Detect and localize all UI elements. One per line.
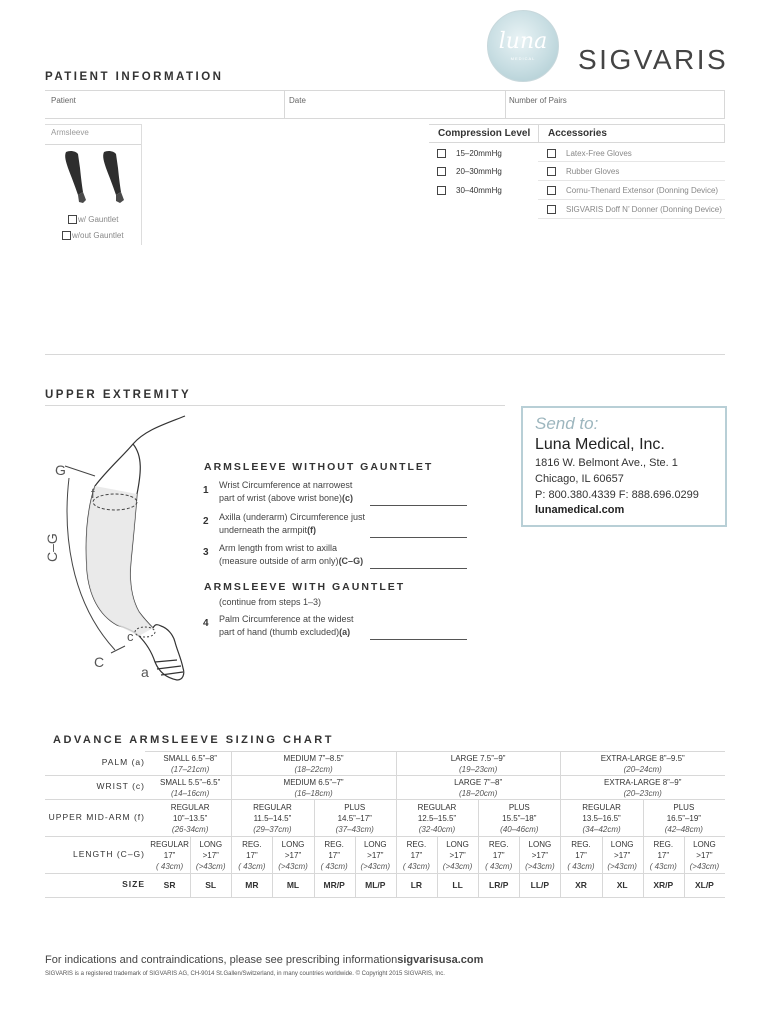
without-gauntlet-title: ARMSLEEVE WITHOUT GAUNTLET — [204, 461, 434, 473]
upper-mid-arm-cell — [560, 802, 642, 835]
upper-mid-arm-cell — [478, 802, 560, 835]
divider — [45, 144, 141, 145]
wrist-range-cm: (20–23cm) — [623, 789, 662, 798]
accessory-option: SIGVARIS Doff N’ Donner (Donning Device) — [566, 205, 722, 214]
wrist-cell — [560, 777, 725, 799]
rubber-gloves-checkbox[interactable] — [547, 167, 556, 176]
length-cm: ( 43cm) — [402, 862, 430, 871]
arm-measurement-diagram — [45, 410, 195, 690]
size-code: XL — [616, 880, 628, 890]
length-type: REG. — [571, 840, 591, 849]
with-gauntlet-title: ARMSLEEVE WITH GAUNTLET — [204, 581, 406, 593]
divider — [45, 90, 725, 91]
chart-column-divider — [396, 775, 397, 799]
length-in: >17” — [284, 851, 302, 860]
without-gauntlet-checkbox[interactable] — [62, 231, 71, 240]
step-number: 2 — [203, 516, 209, 527]
size-code: MR — [245, 880, 259, 890]
chart-row-divider — [45, 775, 725, 776]
wrist-range-cm: (16–18cm) — [294, 789, 333, 798]
length-in: >17” — [449, 851, 466, 860]
accessories-title: Accessories — [548, 128, 607, 139]
length-cm: ( 43cm) — [320, 862, 348, 871]
chart-column-divider — [478, 799, 479, 836]
compression-option: 30–40mmHg — [456, 186, 502, 195]
divider — [45, 405, 505, 406]
length-type: LONG — [281, 840, 305, 849]
chart-column-divider — [231, 775, 232, 799]
divider — [284, 90, 285, 118]
chart-column-divider — [396, 751, 397, 775]
size-code: LL — [452, 880, 463, 890]
upper-mid-arm-cell — [314, 802, 396, 835]
arm-length-measurement-field[interactable] — [370, 568, 467, 569]
copyright-text: SIGVARIS is a registered trademark of SIGVARIS AG, CH-9014 St.Gallen/Switzerland, in many countries worldwide. © Copyright 2015 SIGVARIS, Inc. — [45, 971, 445, 977]
palm-cell — [231, 753, 396, 775]
length-in: >17” — [367, 851, 384, 860]
upper-mid-arm-cm: (34–42cm) — [582, 825, 621, 834]
length-type: LONG — [363, 840, 387, 849]
size-code: MR/P — [323, 880, 345, 890]
step-4-text — [219, 613, 354, 639]
divider — [45, 118, 725, 119]
wrist-cell — [149, 777, 231, 799]
chart-column-divider — [560, 836, 561, 873]
step-code: (f) — [307, 525, 317, 535]
sigvaris-logo: SIGVARIS — [578, 44, 729, 75]
wrist-range: SMALL 5.5”–6.5” — [160, 778, 221, 787]
length-cm: ( 43cm) — [649, 862, 677, 871]
step-text-line: Axilla (underarm) Circumference just — [219, 512, 366, 522]
step-number: 4 — [203, 618, 209, 629]
length-in: 17” — [575, 851, 587, 860]
chart-column-divider — [560, 873, 561, 897]
divider — [724, 90, 725, 118]
upper-mid-arm-range: 11.5–14.5” — [253, 814, 292, 823]
doff-n-donner-checkbox[interactable] — [547, 205, 556, 214]
size-code: ML — [286, 880, 300, 890]
upper-mid-arm-cm: (29–37cm) — [253, 825, 292, 834]
upper-mid-arm-range: 15.5”–18” — [502, 814, 537, 823]
without-gauntlet-label: w/out Gauntlet — [72, 231, 124, 240]
length-in: 17” — [492, 851, 505, 860]
step-text-line: part of hand (thumb excluded) — [219, 627, 340, 637]
diagram-label-a: a — [141, 664, 149, 680]
length-type: LONG — [199, 840, 223, 849]
upper-mid-arm-type: REGULAR — [253, 803, 292, 812]
chart-column-divider — [314, 873, 315, 897]
armsleeve-label: Armsleeve — [51, 128, 89, 137]
length-type: LONG — [446, 840, 469, 849]
chart-column-divider — [272, 873, 273, 897]
length-in: 17” — [410, 851, 423, 860]
chart-column-divider — [355, 873, 356, 897]
upper-mid-arm-type: PLUS — [673, 803, 695, 812]
length-cell — [684, 839, 725, 872]
chart-column-divider — [560, 751, 561, 775]
chart-column-divider — [355, 836, 356, 873]
length-cell — [231, 839, 272, 872]
length-type: REG. — [324, 840, 344, 849]
length-cell — [314, 839, 355, 872]
chart-column-divider — [519, 873, 520, 897]
length-cm: (>43cm) — [360, 862, 391, 871]
chart-column-divider — [314, 836, 315, 873]
chart-column-divider — [190, 873, 191, 897]
length-cm: (>43cm) — [525, 862, 555, 871]
wrist-range: LARGE 7”–8” — [454, 778, 503, 787]
upper-mid-arm-cell — [396, 802, 478, 835]
step-number: 1 — [203, 485, 209, 496]
send-to-box — [521, 406, 727, 527]
upper-mid-arm-type: REGULAR — [417, 803, 457, 812]
step-code: (c) — [342, 493, 354, 503]
wrist-range-cm: (18–20cm) — [459, 789, 498, 798]
footer-indications — [45, 954, 483, 966]
chart-column-divider — [231, 751, 232, 775]
sizing-chart-title: ADVANCE ARMSLEEVE SIZING CHART — [53, 734, 334, 746]
step-text-line: part of wrist (above wrist bone) — [219, 493, 343, 503]
palm-range: LARGE 7.5”–9” — [450, 754, 506, 763]
size-code: LR/P — [489, 880, 509, 890]
compression-option: 20–30mmHg — [456, 167, 502, 176]
compression-20-30-checkbox[interactable] — [437, 167, 446, 176]
row-label-length: LENGTH (C–G) — [73, 848, 145, 859]
send-to-phone: P: 800.380.4339 F: 888.696.0299 — [535, 489, 699, 501]
chart-column-divider — [684, 836, 685, 873]
length-cell — [396, 839, 437, 872]
length-cm: (>43cm) — [607, 862, 637, 871]
size-code: ML/P — [365, 880, 386, 890]
upper-mid-arm-type: REGULAR — [170, 803, 210, 812]
length-cell — [149, 839, 190, 872]
chart-column-divider — [602, 836, 603, 873]
date-field-label: Date — [289, 96, 306, 105]
compression-30-40-checkbox[interactable] — [437, 186, 446, 195]
length-cell — [602, 839, 643, 872]
chart-column-divider — [231, 873, 232, 897]
palm-range-cm: (17–21cm) — [171, 765, 210, 774]
diagram-label-cg: C–G — [44, 533, 60, 562]
size-code: XL/P — [694, 880, 714, 890]
step-code: (C–G) — [338, 556, 364, 566]
step-text-line: Palm Circumference at the widest — [219, 614, 354, 624]
upper-mid-arm-type: PLUS — [508, 803, 530, 812]
send-to-address-2: Chicago, IL 60657 — [535, 473, 624, 485]
length-in: >17” — [614, 851, 631, 860]
chart-column-divider — [643, 836, 644, 873]
size-code: LL/P — [530, 880, 550, 890]
chart-column-divider — [560, 775, 561, 799]
diagram-label-c: C — [94, 654, 105, 670]
diagram-label-c-small: c — [127, 629, 134, 644]
upper-mid-arm-cm: (32-40cm) — [418, 825, 456, 834]
send-to-website[interactable]: lunamedical.com — [535, 504, 625, 516]
axilla-measurement-field[interactable] — [370, 537, 467, 538]
divider — [505, 90, 506, 118]
divider — [538, 180, 725, 181]
length-cell — [355, 839, 396, 872]
wrist-range-cm: (14–16cm) — [171, 789, 210, 798]
upper-mid-arm-cell — [643, 802, 725, 835]
diagram-label-g: G — [55, 462, 66, 478]
length-cm: (>43cm) — [442, 862, 473, 871]
send-to-address-1: 1816 W. Belmont Ave., Ste. 1 — [535, 457, 678, 469]
wrist-range: EXTRA-LARGE 8”–9” — [604, 778, 682, 787]
length-type: REGULAR — [150, 840, 189, 849]
chart-column-divider — [602, 873, 603, 897]
chart-row-divider — [45, 799, 725, 800]
length-in: >17” — [202, 851, 219, 860]
chart-column-divider — [437, 836, 438, 873]
length-type: REG. — [406, 840, 427, 849]
send-to-heading: Send to: — [535, 414, 599, 433]
upper-mid-arm-range: 14.5”–17” — [337, 814, 372, 823]
row-label-upper-mid-arm: UPPER MID-ARM (f) — [48, 811, 145, 822]
wrist-range: MEDIUM 6.5”–7” — [283, 778, 344, 787]
length-cm: (>43cm) — [278, 862, 308, 871]
length-in: >17” — [696, 851, 713, 860]
compression-option: 15–20mmHg — [456, 149, 502, 158]
length-cm: ( 43cm) — [485, 862, 513, 871]
palm-range: SMALL 6.5”–8” — [163, 754, 217, 763]
length-cell — [560, 839, 601, 872]
length-cm: ( 43cm) — [156, 862, 184, 871]
divider — [429, 124, 725, 125]
step-text-line: Wrist Circumference at narrowest — [219, 480, 353, 490]
upper-mid-arm-type: REGULAR — [582, 803, 621, 812]
length-type: REG. — [653, 840, 674, 849]
length-in: 17” — [328, 851, 340, 860]
compression-level-title: Compression Level — [438, 128, 531, 139]
wrist-cell — [396, 777, 561, 799]
length-type: LONG — [610, 840, 634, 849]
length-cell — [437, 839, 478, 872]
accessory-option: Cornu-Thenard Extensor (Donning Device) — [566, 186, 719, 195]
chart-column-divider — [231, 836, 232, 873]
length-in: 17” — [163, 851, 176, 860]
length-cell — [272, 839, 313, 872]
diagram-label-f: f — [91, 486, 95, 501]
send-to-company: Luna Medical, Inc. — [535, 436, 665, 453]
size-code: XR — [575, 880, 587, 890]
with-gauntlet-checkbox[interactable] — [68, 215, 77, 224]
step-number: 3 — [203, 547, 209, 558]
size-code: XR/P — [653, 880, 674, 890]
length-type: REG. — [488, 840, 509, 849]
chart-row-divider — [45, 836, 725, 837]
chart-column-divider — [396, 873, 397, 897]
divider — [538, 218, 725, 219]
length-in: 17” — [657, 851, 670, 860]
length-type: LONG — [528, 840, 552, 849]
chart-row-divider — [45, 873, 725, 874]
length-cm: ( 43cm) — [238, 862, 266, 871]
step-1-text — [219, 479, 353, 505]
length-cm: ( 43cm) — [567, 862, 595, 871]
divider — [429, 142, 725, 143]
chart-column-divider — [314, 799, 315, 836]
footer-url[interactable]: sigvarisusa.com — [397, 954, 484, 966]
chart-column-divider — [231, 799, 232, 836]
upper-extremity-title: UPPER EXTREMITY — [45, 389, 192, 401]
armsleeve-product-icon — [56, 148, 136, 206]
chart-column-divider — [396, 836, 397, 873]
palm-range-cm: (18–22cm) — [294, 765, 333, 774]
palm-range-cm: (20–24cm) — [623, 765, 662, 774]
chart-column-divider — [643, 873, 644, 897]
upper-mid-arm-range: 16.5”–19” — [666, 814, 701, 823]
chart-column-divider — [643, 799, 644, 836]
divider — [538, 161, 725, 162]
luna-logo-subtext: MEDICAL — [510, 56, 536, 61]
length-cell — [643, 839, 684, 872]
divider — [724, 124, 725, 142]
chart-column-divider — [560, 799, 561, 836]
palm-cell — [560, 753, 725, 775]
length-cm: (>43cm) — [689, 862, 720, 871]
chart-column-divider — [190, 836, 191, 873]
chart-column-divider — [519, 836, 520, 873]
luna-logo-text: luna — [498, 29, 548, 54]
row-label-palm: PALM (a) — [101, 757, 145, 767]
upper-mid-arm-cm: (40–46cm) — [500, 825, 539, 834]
palm-range: EXTRA-LARGE 8”–9.5” — [600, 754, 685, 763]
chart-column-divider — [396, 799, 397, 836]
step-2-text — [219, 511, 365, 537]
length-cm: (>43cm) — [195, 862, 226, 871]
chart-column-divider — [437, 873, 438, 897]
step-code: (a) — [339, 627, 351, 637]
patient-field-label: Patient — [51, 96, 76, 105]
step-text-line: (measure outside of arm only) — [219, 556, 339, 566]
length-cell — [478, 839, 519, 872]
indications-text: For indications and contraindications, please see prescribing information — [45, 954, 398, 966]
cornu-thenard-checkbox[interactable] — [547, 186, 556, 195]
size-code: LR — [410, 880, 423, 890]
upper-mid-arm-range: 12.5–15.5” — [417, 814, 457, 823]
accessory-option: Latex-Free Gloves — [566, 149, 632, 158]
upper-mid-arm-cell — [231, 802, 313, 835]
wrist-cell — [231, 777, 396, 799]
upper-mid-arm-cm: (26-34cm) — [171, 825, 209, 834]
step-text-line: underneath the armpit — [219, 525, 308, 535]
length-in: 17” — [246, 851, 258, 860]
upper-mid-arm-type: PLUS — [344, 803, 366, 812]
number-of-pairs-label: Number of Pairs — [509, 96, 567, 105]
upper-mid-arm-cell — [149, 802, 231, 835]
step-3-text — [219, 542, 363, 568]
length-cell — [519, 839, 560, 872]
palm-cell — [149, 753, 231, 775]
continue-note: (continue from steps 1–3) — [219, 597, 322, 607]
compression-15-20-checkbox[interactable] — [437, 149, 446, 158]
with-gauntlet-label: w/ Gauntlet — [78, 215, 119, 224]
palm-range-cm: (19–23cm) — [459, 765, 498, 774]
length-cell — [190, 839, 231, 872]
chart-column-divider — [272, 836, 273, 873]
divider — [45, 354, 725, 355]
palm-measurement-field[interactable] — [370, 639, 467, 640]
divider — [538, 124, 539, 142]
upper-mid-arm-cm: (37–43cm) — [335, 825, 374, 834]
luna-medical-logo — [487, 10, 559, 82]
upper-mid-arm-range: 13.5–16.5” — [582, 814, 621, 823]
chart-column-divider — [684, 873, 685, 897]
palm-cell — [396, 753, 561, 775]
accessory-option: Rubber Gloves — [566, 167, 620, 176]
divider — [538, 199, 725, 200]
row-label-wrist: WRIST (c) — [96, 781, 145, 791]
upper-mid-arm-range: 10”–13.5” — [173, 814, 208, 823]
step-text-line: Arm length from wrist to axilla — [219, 543, 338, 553]
chart-row-divider — [45, 897, 725, 898]
size-code: SL — [205, 880, 217, 890]
row-label-size: SIZE — [122, 879, 145, 889]
chart-column-divider — [478, 836, 479, 873]
size-code: SR — [163, 880, 176, 890]
upper-mid-arm-cm: (42–48cm) — [664, 825, 703, 834]
length-type: LONG — [693, 840, 716, 849]
palm-range: MEDIUM 7”–8.5” — [283, 754, 344, 763]
length-in: >17” — [531, 851, 548, 860]
latex-free-gloves-checkbox[interactable] — [547, 149, 556, 158]
length-type: REG. — [242, 840, 262, 849]
chart-column-divider — [478, 873, 479, 897]
patient-information-title: PATIENT INFORMATION — [45, 71, 224, 83]
wrist-measurement-field[interactable] — [370, 505, 467, 506]
